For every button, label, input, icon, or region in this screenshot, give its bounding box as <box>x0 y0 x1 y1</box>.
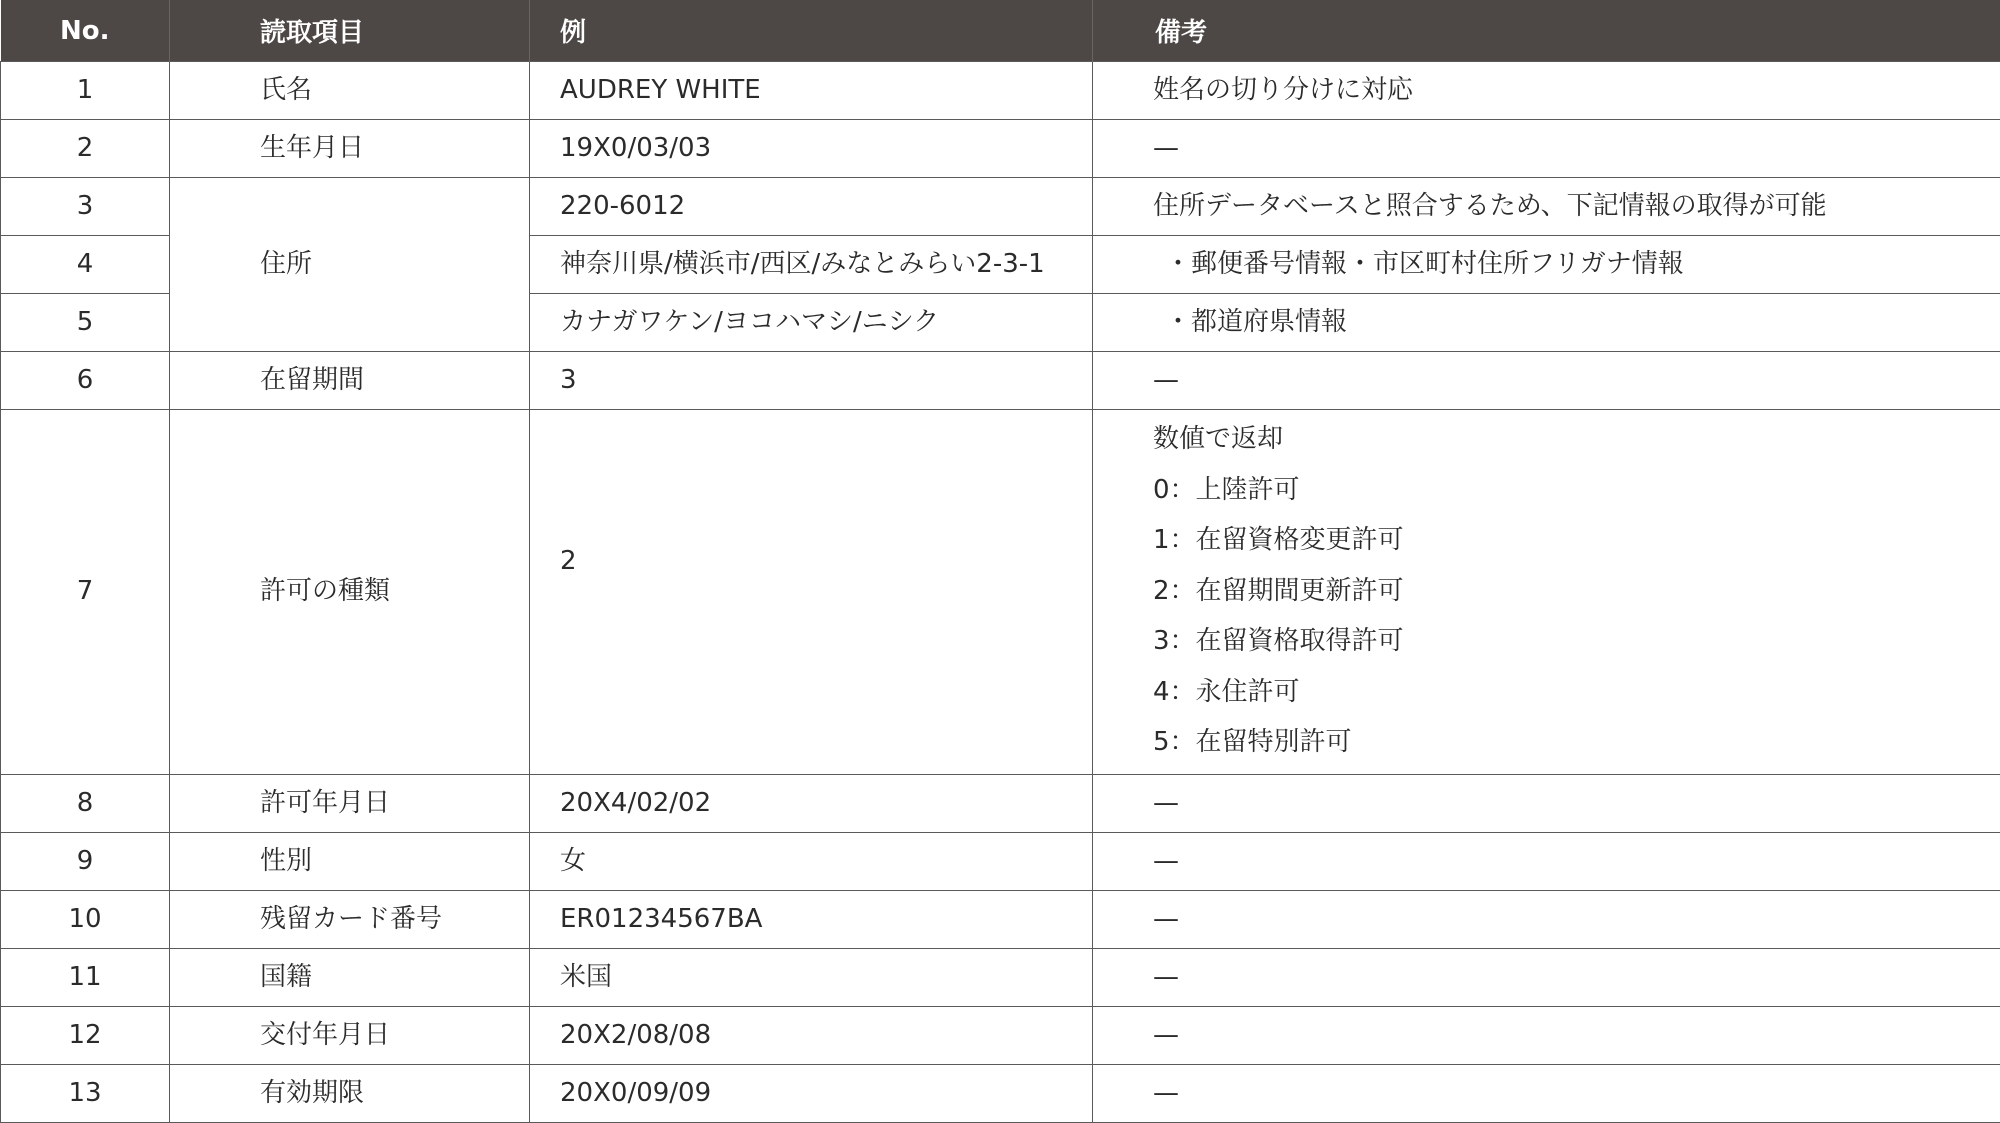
row-example: 2 <box>530 410 1093 775</box>
table-body <box>1 62 2000 1123</box>
row-no: 4 <box>1 236 170 294</box>
row-example: カナガワケン/ヨコハマシ/ニシク <box>530 294 1093 352</box>
row-note: ・都道府県情報 <box>1093 294 2000 352</box>
row-note: — <box>1093 1006 2000 1064</box>
table-row <box>1 774 2000 832</box>
row-example: 19X0/03/03 <box>530 120 1093 178</box>
row-note: — <box>1093 832 2000 890</box>
row-example: ER01234567BA <box>530 890 1093 948</box>
note-line: 4：永住許可 <box>1153 676 1300 707</box>
row-example: 20X2/08/08 <box>530 1006 1093 1064</box>
row-example: 3 <box>530 352 1093 410</box>
header-example: 例 <box>530 0 1093 62</box>
row-note: — <box>1093 890 2000 948</box>
row-note: — <box>1093 352 2000 410</box>
header-item: 読取項目 <box>170 0 530 62</box>
table-row <box>1 1064 2000 1122</box>
table-row <box>1 178 2000 236</box>
row-example: 神奈川県/横浜市/西区/みなとみらい2-3-1 <box>530 236 1093 294</box>
table-row <box>1 352 2000 410</box>
table-row <box>1 120 2000 178</box>
row-item: 性別 <box>170 832 530 890</box>
row-example: 20X0/09/09 <box>530 1064 1093 1122</box>
row-example: AUDREY WHITE <box>530 62 1093 120</box>
table-row <box>1 890 2000 948</box>
note-line: 3：在留資格取得許可 <box>1153 626 1404 656</box>
row-no: 11 <box>1 948 170 1006</box>
row-item: 国籍 <box>170 948 530 1006</box>
note-line: 数値で返却 <box>1153 424 1284 454</box>
row-no: 7 <box>1 410 170 775</box>
row-note: — <box>1093 774 2000 832</box>
row-item: 有効期限 <box>170 1064 530 1122</box>
table-header <box>1 0 2000 62</box>
row-note-multiline <box>1093 410 2000 775</box>
row-no: 8 <box>1 774 170 832</box>
row-no: 5 <box>1 294 170 352</box>
row-example: 220-6012 <box>530 178 1093 236</box>
row-item: 残留カード番号 <box>170 890 530 948</box>
row-example: 20X4/02/02 <box>530 774 1093 832</box>
note-line: 2：在留期間更新許可 <box>1153 575 1404 606</box>
table-row <box>1 1006 2000 1064</box>
row-note: — <box>1093 120 2000 178</box>
row-note: ・郵便番号情報・市区町村住所フリガナ情報 <box>1093 236 2000 294</box>
row-no: 10 <box>1 890 170 948</box>
table-row <box>1 948 2000 1006</box>
row-example: 米国 <box>530 948 1093 1006</box>
row-item: 許可の種類 <box>170 410 530 775</box>
header-no: No. <box>1 0 170 62</box>
row-item: 氏名 <box>170 62 530 120</box>
table-row <box>1 62 2000 120</box>
header-row <box>1 0 2000 62</box>
row-note: 住所データベースと照合するため、下記情報の取得が可能 <box>1093 178 2000 236</box>
row-no: 3 <box>1 178 170 236</box>
row-no: 6 <box>1 352 170 410</box>
row-no: 13 <box>1 1064 170 1122</box>
row-no: 2 <box>1 120 170 178</box>
row-no: 12 <box>1 1006 170 1064</box>
note-line: 1：在留資格変更許可 <box>1153 525 1404 555</box>
row-note: — <box>1093 1064 2000 1122</box>
row-note: 姓名の切り分けに対応 <box>1093 62 2000 120</box>
note-line: 5：在留特別許可 <box>1153 727 1352 757</box>
row-no: 9 <box>1 832 170 890</box>
row-example: 女 <box>530 832 1093 890</box>
table-row <box>1 832 2000 890</box>
row-no: 1 <box>1 62 170 120</box>
row-item: 生年月日 <box>170 120 530 178</box>
table-row <box>1 410 2000 775</box>
header-note: 備考 <box>1093 0 2000 62</box>
row-item: 許可年月日 <box>170 774 530 832</box>
row-item: 交付年月日 <box>170 1006 530 1064</box>
note-line: 0：上陸許可 <box>1153 474 1300 505</box>
row-item: 在留期間 <box>170 352 530 410</box>
row-item-address: 住所 <box>170 178 530 352</box>
row-note: — <box>1093 948 2000 1006</box>
